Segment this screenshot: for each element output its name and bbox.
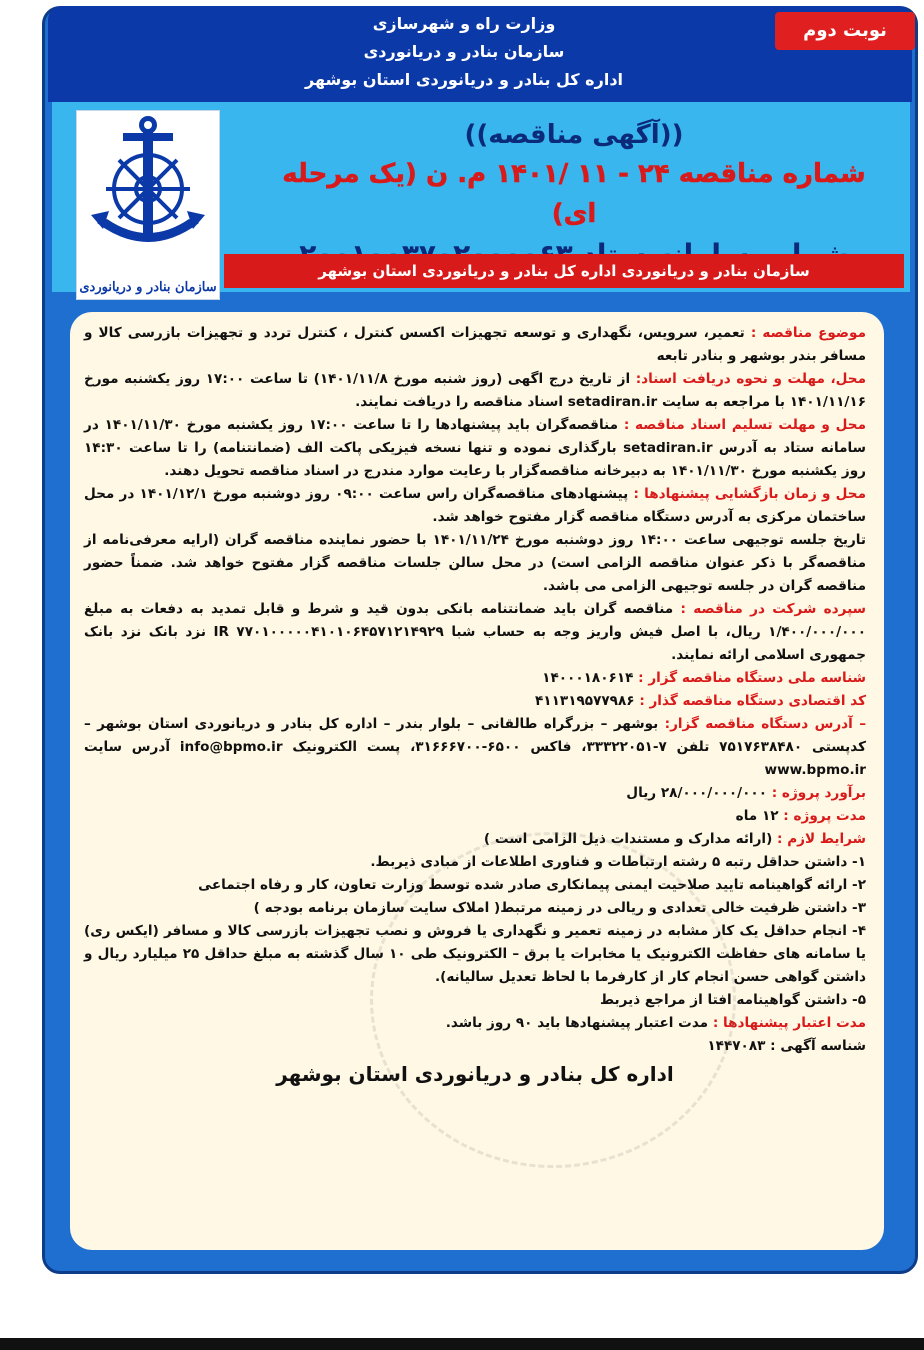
- opening-text: پیشنهادهای مناقصه‌گران راس ساعت ۰۹:۰۰ روز دوشنبه مورخ ۱۴۰۱/۱۲/۱ در محل ساختمان مرکزی به آدرس دستگاه مناقصه گزار مفتوح خواهد شد.: [84, 486, 866, 525]
- ministry-line-1: وزارت راه و شهرسازی: [372, 14, 556, 33]
- ministry-line-2: سازمان بنادر و دریانوردی: [363, 42, 565, 61]
- duration-value: ۱۲ ماه: [735, 808, 784, 824]
- tender-title: [264, 116, 884, 276]
- opening-label: محل و زمان بازگشایی پیشنهادها :: [633, 486, 866, 502]
- deposit-label: سپرده شرکت در مناقصه :: [680, 601, 866, 617]
- subject-label: موضوع مناقصه :: [750, 325, 866, 341]
- economic-code-value: ۴۱۱۳۱۹۵۷۷۹۸۶: [535, 693, 640, 709]
- submission-paragraph: [84, 414, 866, 483]
- validity-label: مدت اعتبار پیشنهادها :: [712, 1015, 866, 1031]
- duration-paragraph: [84, 805, 866, 828]
- validity-text: مدت اعتبار پیشنهادها باید ۹۰ روز باشد.: [445, 1015, 713, 1031]
- logo: [76, 110, 220, 300]
- economic-code-paragraph: [84, 690, 866, 713]
- notice-id: شناسه آگهی : ۱۴۴۷۰۸۳: [707, 1038, 866, 1054]
- subject-paragraph: [84, 322, 866, 368]
- national-id-label: شناسه ملی دستگاه مناقصه گزار :: [638, 670, 866, 686]
- tender-number: شماره مناقصه ۲۴ - ۱۱ /۱۴۰۱ م. ن (یک مرحله ای): [282, 159, 866, 229]
- address-paragraph: [84, 713, 866, 782]
- estimate-value: ۲۸/۰۰۰/۰۰۰/۰۰۰ ریال: [626, 785, 772, 801]
- submission-label: محل و مهلت تسلیم اسناد مناقصه :: [623, 417, 867, 433]
- ministry-line-3: اداره کل بنادر و دریانوردی استان بوشهر: [304, 70, 624, 89]
- duration-label: مدت پروژه :: [783, 808, 866, 824]
- requirements-label: شرایط لازم :: [777, 831, 866, 847]
- round-badge: نوبت دوم: [775, 12, 915, 50]
- address-text: بوشهر – بزرگراه طالقانی – بلوار بندر – اداره کل بنادر و دریانوردی استان بوشهر – کدپستی ۷۵۱۷۶۳۸۴۸۰ تلفن ۷-۳۳۳۲۲۰۵۱، فاکس ۶۵۰۰-۳۱۶۶۶۷۰۰، پست الکترونیک info@bpmo.ir آدرس سایت www.bpmo.ir: [84, 716, 866, 778]
- estimate-label: برآورد پروژه :: [771, 785, 866, 801]
- address-label: – آدرس دستگاه مناقصه گزار:: [664, 716, 866, 732]
- ministry-heading: [304, 10, 624, 94]
- requirement-item: ۴- انجام حداقل یک کار مشابه در زمینه تعمیر و نگهداری یا فروش و نصب تجهیزات بازرسی کالا و مسافر (ایکس ری) یا سامانه های حفاظت الکترونیک یا مخابرات یا برق – الکترونیک طی ۱۰ سال گذشته به مبلغ حداقل ۲۵ میلیارد ریال و داشتن گواهی حسن انجام کار از کارفرما با لحاظ تعدیل سالیانه).: [84, 923, 866, 985]
- briefing-paragraph: تاریخ جلسه توجیهی ساعت ۱۴:۰۰ روز دوشنبه مورخ ۱۴۰۱/۱۱/۲۴ با حضور نماینده مناقصه گران (ارایه معرفی‌نامه از مناقصه‌گر با ذکر عنوان مناقصه الزامی است) در محل سالن جلسات مناقصه گزار مفتوح خواهد شد. ضمناً حضور مناقصه گران در جلسه توجیهی الزامی می باشد.: [84, 532, 867, 594]
- requirement-item: ۵- داشتن گواهینامه افتا از مراجع ذیربط: [599, 992, 866, 1008]
- requirements-paragraph: [84, 828, 866, 851]
- notice-body: [70, 312, 884, 1250]
- subject-text: تعمیر، سرویس، نگهداری و توسعه تجهیزات اکسس کنترل ، کنترل تردد و تجهیزات بازرسی کالا و مسافر بندر بوشهر و بنادر تابعه: [84, 325, 866, 364]
- logo-text: سازمان بنادر و دریانوردی: [79, 280, 217, 295]
- requirement-item: ۲- ارائه گواهینامه تایید صلاحیت ایمنی پیمانکاری صادر شده توسط وزارت تعاون، کار و رفاه اجتماعی: [198, 877, 866, 893]
- requirement-item: ۱- داشتن حداقل رتبه ۵ رشته ارتباطات و فناوری اطلاعات از مبادی ذیربط.: [370, 854, 866, 870]
- documents-paragraph: [84, 368, 866, 414]
- estimate-paragraph: [84, 782, 866, 805]
- validity-paragraph: [84, 1012, 866, 1035]
- requirements-text: (ارائه مدارک و مستندات ذیل الزامی است ): [483, 831, 778, 847]
- economic-code-label: کد اقتصادی دستگاه مناقصه گذار :: [639, 693, 866, 709]
- notice-heading: ((آگهی مناقصه)): [464, 120, 684, 150]
- documents-label: محل، مهلت و نحوه دریافت اسناد:: [635, 371, 866, 387]
- national-id-paragraph: [84, 667, 866, 690]
- submission-text: مناقصه‌گران باید پیشنهادها را تا ساعت ۱۷:۰۰ روز یکشنبه مورخ ۱۴۰۱/۱۱/۳۰ در سامانه ستاد به آدرس setadiran.ir بارگذاری نموده و تنها نسخه فیزیکی پاکت الف (ضمانتنامه) را تا ساعت ۱۴:۳۰ روز یکشنبه مورخ ۱۴۰۱/۱۱/۳۰ به دبیرخانه مناقصه‌گزار با رعایت موارد مندرج در اسناد مناقصه تحویل دهند.: [84, 417, 866, 479]
- documents-text: از تاریخ درج اگهی (روز شنبه مورخ ۱۴۰۱/۱۱/۸) تا ساعت ۱۷:۰۰ روز یکشنبه مورخ ۱۴۰۱/۱۱/۱۶ با مراجعه به سایت setadiran.ir اسناد مناقصه را دریافت نمایند.: [84, 371, 866, 410]
- footer-signature: اداره کل بنادر و دریانوردی استان بوشهر: [276, 1062, 674, 1086]
- opening-paragraph: [84, 483, 866, 529]
- national-id-value: ۱۴۰۰۰۱۸۰۶۱۴: [542, 670, 639, 686]
- anchor-wheel-icon: [77, 111, 219, 261]
- deposit-text: مناقصه گران باید ضمانتنامه بانکی بدون قید و شرط و قابل تمدید به دفعات به مبلغ ۱/۴۰۰/۰۰۰/۰۰۰ ریال، با اصل فیش واریز وجه به حساب شبا IR ۷۷۰۱۰۰۰۰۰۴۱۰۱۰۶۴۵۷۱۲۱۴۹۲۹ نزد بانک نزد بانک جمهوری اسلامی ارائه نمایند.: [84, 601, 867, 663]
- requirement-item: ۳- داشتن ظرفیت خالی تعدادی و ریالی در زمینه مرتبط( املاک سایت سازمان برنامه بودجه ): [253, 900, 866, 916]
- deposit-paragraph: [84, 598, 866, 667]
- bottom-rule: [0, 1338, 924, 1350]
- organization-bar: سازمان بنادر و دریانوردی اداره کل بنادر و دریانوردی استان بوشهر: [224, 254, 904, 288]
